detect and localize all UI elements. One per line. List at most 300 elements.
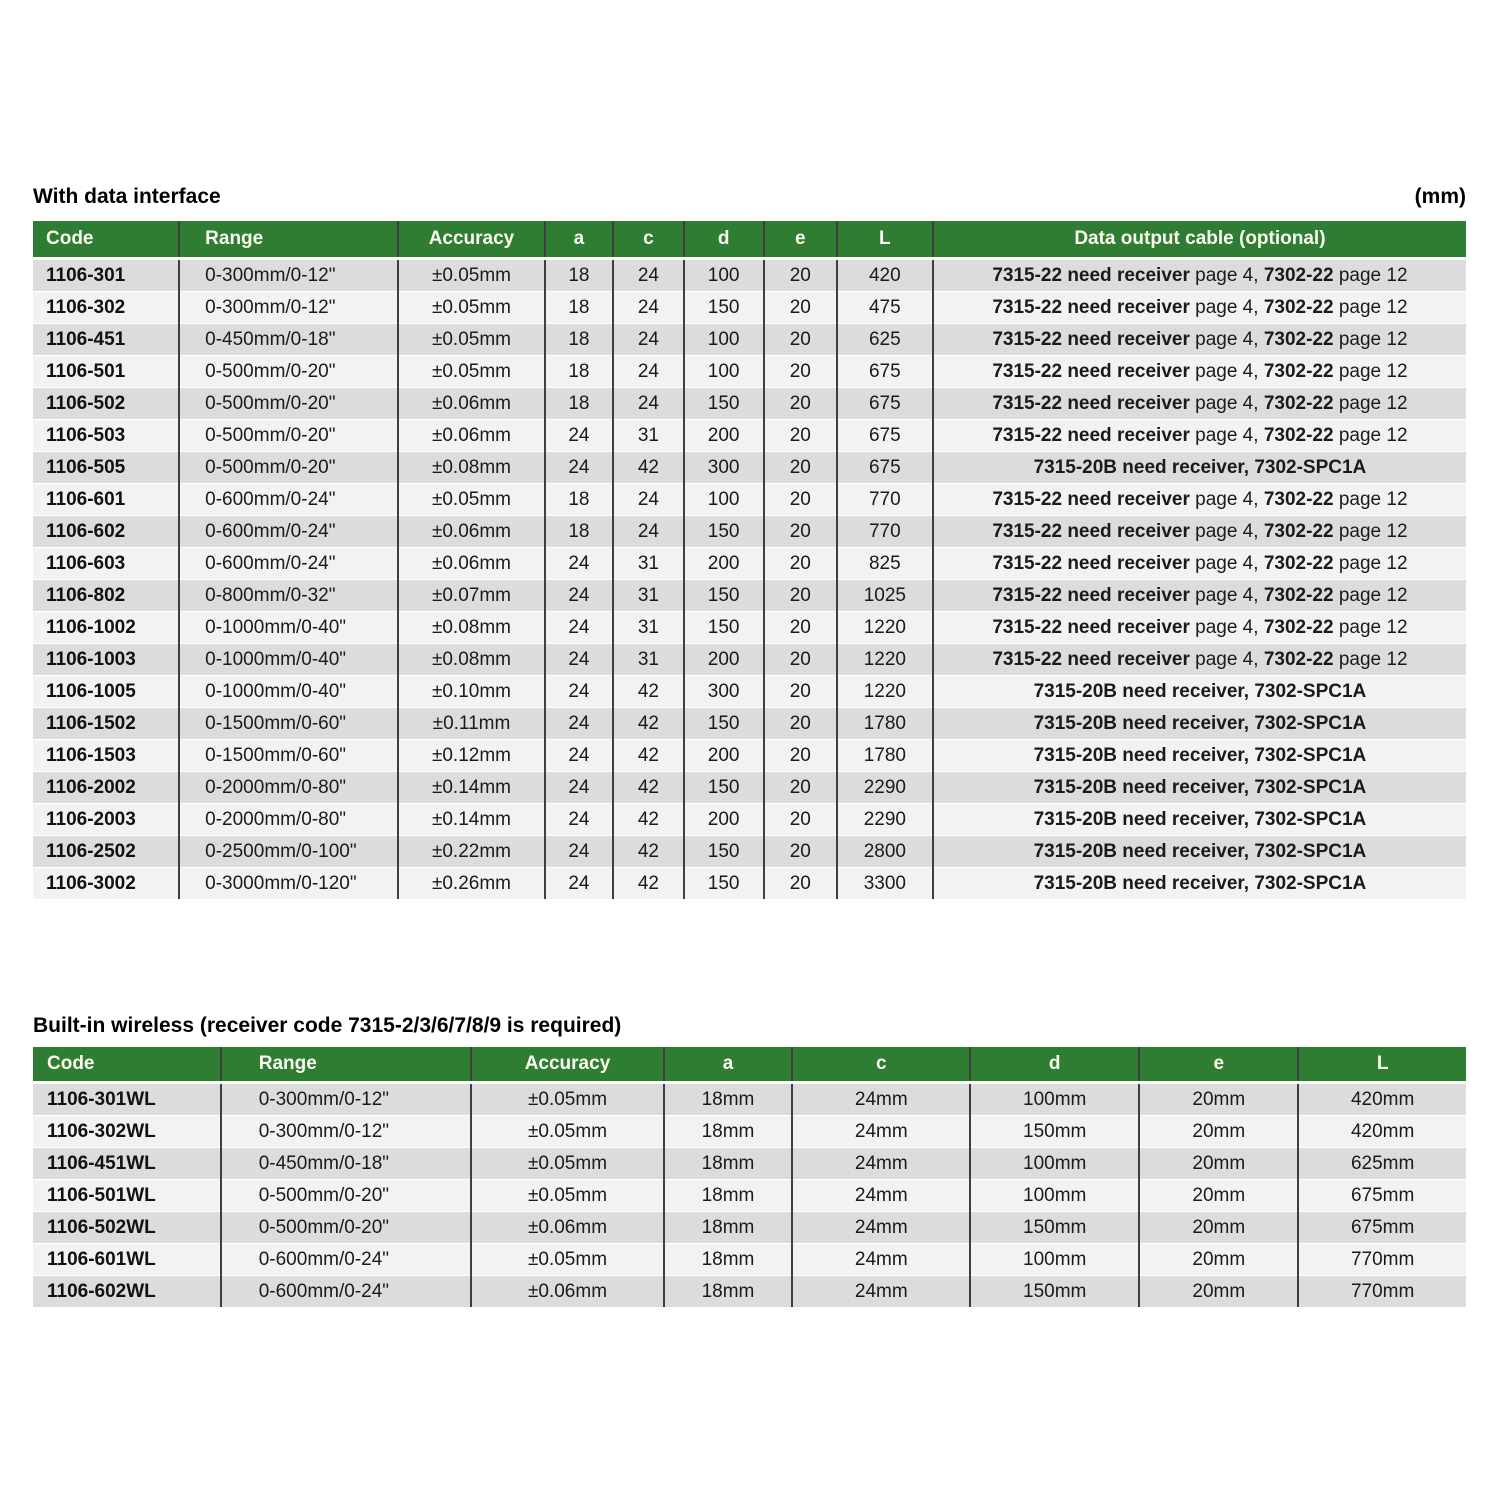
- data-interface-table: [33, 221, 1466, 899]
- table-row: [33, 772, 1466, 804]
- cable-page-ref-text: page 4,: [1189, 584, 1264, 606]
- cell-a: 24: [545, 612, 614, 644]
- column-header-c: c: [792, 1047, 970, 1083]
- cell-a: 24: [545, 836, 614, 868]
- cell-a: 24: [545, 772, 614, 804]
- cell-c: 42: [613, 676, 683, 708]
- cell-e: 20: [764, 740, 837, 772]
- cell-a: 24: [545, 804, 614, 836]
- cable-page-ref-text: page 12: [1333, 264, 1408, 286]
- cell-c: 24mm: [792, 1083, 970, 1116]
- table-row: [33, 1180, 1466, 1212]
- cell-code: 1106-602WL: [33, 1276, 221, 1308]
- cell-l: 1025: [837, 580, 933, 612]
- cell-c: 31: [613, 644, 683, 676]
- cell-l: 625mm: [1298, 1148, 1466, 1180]
- cell-e: 20: [764, 484, 837, 516]
- cell-code: 1106-1003: [33, 644, 179, 676]
- cell-l: 420mm: [1298, 1116, 1466, 1148]
- cell-range: 0-1000mm/0-40": [179, 612, 398, 644]
- cable-code-text: 7315-22 need receiver: [992, 264, 1190, 286]
- cell-c: 42: [613, 452, 683, 484]
- cell-l: 675: [837, 388, 933, 420]
- table-row: [33, 836, 1466, 868]
- cable-page-ref-text: page 4,: [1189, 392, 1264, 414]
- cell-l: 2800: [837, 836, 933, 868]
- column-header-l: L: [837, 221, 933, 259]
- cell-d: 100: [684, 484, 764, 516]
- cell-d: 300: [684, 676, 764, 708]
- cable-code-text: 7315-22 need receiver: [992, 488, 1190, 510]
- cell-a: 18: [545, 356, 614, 388]
- cable-code-text: 7315-22 need receiver: [992, 328, 1190, 350]
- cable-code-text: 7315-20B need receiver, 7302-SPC1A: [1033, 680, 1367, 702]
- cell-c: 24mm: [792, 1116, 970, 1148]
- table-row: [33, 259, 1466, 292]
- cell-accuracy: ±0.05mm: [398, 292, 544, 324]
- cell-l: 770mm: [1298, 1276, 1466, 1308]
- cable-code-text: 7315-20B need receiver, 7302-SPC1A: [1033, 744, 1367, 766]
- cell-c: 24mm: [792, 1148, 970, 1180]
- section2-title: Built-in wireless (receiver code 7315-2/3/6/7/8/9 is required): [33, 1014, 622, 1037]
- cell-data-output-cable: [933, 772, 1466, 804]
- cable-code-text: 7302-22: [1263, 648, 1334, 670]
- cell-a: 18: [545, 324, 614, 356]
- cell-range: 0-600mm/0-24": [221, 1276, 472, 1308]
- cell-code: 1106-601: [33, 484, 179, 516]
- cell-d: 150: [684, 388, 764, 420]
- column-header-range: Range: [221, 1047, 472, 1083]
- cell-c: 24: [613, 292, 683, 324]
- cell-l: 2290: [837, 772, 933, 804]
- cell-c: 24: [613, 388, 683, 420]
- table-header-row: [33, 1047, 1466, 1083]
- cell-d: 150: [684, 612, 764, 644]
- cable-page-ref-text: page 12: [1333, 520, 1408, 542]
- cell-l: 675: [837, 356, 933, 388]
- cell-range: 0-3000mm/0-120": [179, 868, 398, 900]
- section2-title-row: [33, 1015, 1466, 1037]
- cell-d: 100mm: [970, 1083, 1139, 1116]
- cell-range: 0-300mm/0-12": [221, 1083, 472, 1116]
- cell-e: 20mm: [1139, 1148, 1298, 1180]
- column-header-code: Code: [33, 221, 179, 259]
- cell-accuracy: ±0.08mm: [398, 644, 544, 676]
- cell-accuracy: ±0.05mm: [398, 484, 544, 516]
- cell-data-output-cable: [933, 676, 1466, 708]
- column-header-code: Code: [33, 1047, 221, 1083]
- cell-code: 1106-503: [33, 420, 179, 452]
- cell-data-output-cable: [933, 548, 1466, 580]
- cell-code: 1106-502: [33, 388, 179, 420]
- cell-code: 1106-802: [33, 580, 179, 612]
- column-header-e: e: [1139, 1047, 1298, 1083]
- cable-page-ref-text: page 4,: [1189, 488, 1264, 510]
- cell-l: 1220: [837, 644, 933, 676]
- cell-d: 200: [684, 644, 764, 676]
- cell-accuracy: ±0.06mm: [398, 388, 544, 420]
- cell-accuracy: ±0.10mm: [398, 676, 544, 708]
- cable-code-text: 7302-22: [1263, 360, 1334, 382]
- cell-code: 1106-1005: [33, 676, 179, 708]
- cell-accuracy: ±0.11mm: [398, 708, 544, 740]
- table-row: [33, 740, 1466, 772]
- cable-code-text: 7302-22: [1263, 296, 1334, 318]
- cell-range: 0-500mm/0-20": [179, 356, 398, 388]
- cell-l: 770: [837, 484, 933, 516]
- cable-code-text: 7315-22 need receiver: [992, 648, 1190, 670]
- cell-code: 1106-505: [33, 452, 179, 484]
- table-row: [33, 1148, 1466, 1180]
- table-row: [33, 1116, 1466, 1148]
- cell-e: 20: [764, 644, 837, 676]
- cell-l: 675: [837, 420, 933, 452]
- cell-range: 0-500mm/0-20": [221, 1212, 472, 1244]
- cell-data-output-cable: [933, 804, 1466, 836]
- cell-c: 24: [613, 484, 683, 516]
- cell-d: 150: [684, 708, 764, 740]
- cell-accuracy: ±0.05mm: [398, 324, 544, 356]
- cell-accuracy: ±0.06mm: [398, 548, 544, 580]
- cell-range: 0-450mm/0-18": [221, 1148, 472, 1180]
- cell-a: 18mm: [664, 1212, 793, 1244]
- cell-accuracy: ±0.05mm: [398, 259, 544, 292]
- cable-code-text: 7315-22 need receiver: [992, 552, 1190, 574]
- cell-e: 20mm: [1139, 1116, 1298, 1148]
- cable-code-text: 7302-22: [1263, 488, 1334, 510]
- column-header-data-output-cable-optional-: Data output cable (optional): [933, 221, 1466, 259]
- cable-page-ref-text: page 4,: [1189, 520, 1264, 542]
- cell-range: 0-450mm/0-18": [179, 324, 398, 356]
- cell-a: 24: [545, 644, 614, 676]
- cell-accuracy: ±0.05mm: [471, 1180, 663, 1212]
- cell-accuracy: ±0.07mm: [398, 580, 544, 612]
- cell-range: 0-500mm/0-20": [179, 388, 398, 420]
- cable-page-ref-text: page 12: [1333, 424, 1408, 446]
- cell-data-output-cable: [933, 356, 1466, 388]
- cell-d: 100: [684, 259, 764, 292]
- cell-range: 0-600mm/0-24": [221, 1244, 472, 1276]
- cell-data-output-cable: [933, 292, 1466, 324]
- cell-a: 24: [545, 452, 614, 484]
- cable-page-ref-text: page 4,: [1189, 648, 1264, 670]
- cell-a: 18: [545, 388, 614, 420]
- cell-e: 20: [764, 548, 837, 580]
- cell-accuracy: ±0.14mm: [398, 772, 544, 804]
- cell-accuracy: ±0.05mm: [471, 1116, 663, 1148]
- cell-e: 20: [764, 868, 837, 900]
- cell-data-output-cable: [933, 644, 1466, 676]
- cell-c: 42: [613, 836, 683, 868]
- cable-code-text: 7302-22: [1263, 584, 1334, 606]
- table-row: [33, 1083, 1466, 1116]
- table-row: [33, 356, 1466, 388]
- cell-e: 20mm: [1139, 1212, 1298, 1244]
- cell-data-output-cable: [933, 259, 1466, 292]
- cell-range: 0-1500mm/0-60": [179, 708, 398, 740]
- cell-e: 20mm: [1139, 1083, 1298, 1116]
- cable-code-text: 7302-22: [1263, 328, 1334, 350]
- cell-l: 675: [837, 452, 933, 484]
- cell-d: 300: [684, 452, 764, 484]
- cell-a: 18mm: [664, 1083, 793, 1116]
- cell-data-output-cable: [933, 868, 1466, 900]
- cell-a: 18mm: [664, 1276, 793, 1308]
- column-header-d: d: [684, 221, 764, 259]
- cell-code: 1106-302WL: [33, 1116, 221, 1148]
- cell-code: 1106-451: [33, 324, 179, 356]
- table-row: [33, 452, 1466, 484]
- cell-a: 24: [545, 676, 614, 708]
- cell-e: 20mm: [1139, 1276, 1298, 1308]
- cell-data-output-cable: [933, 740, 1466, 772]
- cell-a: 18: [545, 292, 614, 324]
- cable-page-ref-text: page 4,: [1189, 424, 1264, 446]
- cell-accuracy: ±0.22mm: [398, 836, 544, 868]
- table-row: [33, 676, 1466, 708]
- cell-d: 200: [684, 420, 764, 452]
- cell-code: 1106-501WL: [33, 1180, 221, 1212]
- cell-range: 0-500mm/0-20": [221, 1180, 472, 1212]
- cable-code-text: 7302-22: [1263, 616, 1334, 638]
- column-header-c: c: [613, 221, 683, 259]
- table-row: [33, 1276, 1466, 1308]
- cable-page-ref-text: page 12: [1333, 488, 1408, 510]
- table-row: [33, 1212, 1466, 1244]
- cell-d: 150mm: [970, 1212, 1139, 1244]
- cell-e: 20: [764, 259, 837, 292]
- cell-e: 20: [764, 804, 837, 836]
- cable-code-text: 7315-20B need receiver, 7302-SPC1A: [1033, 872, 1367, 894]
- cell-c: 31: [613, 548, 683, 580]
- section1-title-row: [33, 186, 1466, 208]
- cell-e: 20: [764, 580, 837, 612]
- column-header-accuracy: Accuracy: [398, 221, 544, 259]
- cell-data-output-cable: [933, 580, 1466, 612]
- cell-a: 24: [545, 708, 614, 740]
- cell-data-output-cable: [933, 324, 1466, 356]
- cell-range: 0-1500mm/0-60": [179, 740, 398, 772]
- cell-a: 18: [545, 484, 614, 516]
- cell-e: 20: [764, 676, 837, 708]
- cell-c: 24: [613, 516, 683, 548]
- cell-accuracy: ±0.06mm: [471, 1276, 663, 1308]
- cable-code-text: 7315-20B need receiver, 7302-SPC1A: [1033, 776, 1367, 798]
- cell-a: 18mm: [664, 1116, 793, 1148]
- cell-e: 20: [764, 708, 837, 740]
- cell-range: 0-300mm/0-12": [179, 292, 398, 324]
- cell-code: 1106-451WL: [33, 1148, 221, 1180]
- cell-range: 0-500mm/0-20": [179, 452, 398, 484]
- cable-code-text: 7315-22 need receiver: [992, 424, 1190, 446]
- cell-e: 20: [764, 612, 837, 644]
- cell-c: 31: [613, 580, 683, 612]
- cell-c: 42: [613, 804, 683, 836]
- cell-l: 825: [837, 548, 933, 580]
- cell-c: 42: [613, 740, 683, 772]
- cell-accuracy: ±0.08mm: [398, 452, 544, 484]
- cell-c: 24mm: [792, 1180, 970, 1212]
- cell-code: 1106-602: [33, 516, 179, 548]
- column-header-accuracy: Accuracy: [471, 1047, 663, 1083]
- cell-range: 0-300mm/0-12": [221, 1116, 472, 1148]
- cell-code: 1106-1002: [33, 612, 179, 644]
- cable-code-text: 7302-22: [1263, 424, 1334, 446]
- cell-e: 20: [764, 420, 837, 452]
- table-row: [33, 324, 1466, 356]
- cell-accuracy: ±0.06mm: [471, 1212, 663, 1244]
- cell-e: 20mm: [1139, 1244, 1298, 1276]
- cable-page-ref-text: page 4,: [1189, 328, 1264, 350]
- column-header-d: d: [970, 1047, 1139, 1083]
- cell-d: 150: [684, 292, 764, 324]
- cell-c: 24: [613, 259, 683, 292]
- cell-l: 3300: [837, 868, 933, 900]
- cell-data-output-cable: [933, 388, 1466, 420]
- cable-code-text: 7315-20B need receiver, 7302-SPC1A: [1033, 840, 1367, 862]
- cable-code-text: 7315-22 need receiver: [992, 392, 1190, 414]
- table-row: [33, 548, 1466, 580]
- cell-c: 24: [613, 356, 683, 388]
- cell-d: 100mm: [970, 1244, 1139, 1276]
- cell-accuracy: ±0.08mm: [398, 612, 544, 644]
- cell-range: 0-1000mm/0-40": [179, 676, 398, 708]
- cell-a: 24: [545, 580, 614, 612]
- cable-page-ref-text: page 4,: [1189, 552, 1264, 574]
- table-row: [33, 1244, 1466, 1276]
- cell-e: 20: [764, 772, 837, 804]
- cable-code-text: 7302-22: [1263, 552, 1334, 574]
- cell-code: 1106-301WL: [33, 1083, 221, 1116]
- cell-a: 18mm: [664, 1244, 793, 1276]
- cell-d: 100: [684, 356, 764, 388]
- cable-code-text: 7315-22 need receiver: [992, 616, 1190, 638]
- column-header-e: e: [764, 221, 837, 259]
- cell-l: 625: [837, 324, 933, 356]
- cell-d: 200: [684, 804, 764, 836]
- cable-page-ref-text: page 4,: [1189, 264, 1264, 286]
- cell-range: 0-300mm/0-12": [179, 259, 398, 292]
- cell-c: 31: [613, 612, 683, 644]
- cell-l: 1220: [837, 612, 933, 644]
- cable-code-text: 7302-22: [1263, 520, 1334, 542]
- table-row: [33, 484, 1466, 516]
- cell-data-output-cable: [933, 516, 1466, 548]
- cell-e: 20: [764, 836, 837, 868]
- cell-range: 0-600mm/0-24": [179, 548, 398, 580]
- cell-data-output-cable: [933, 420, 1466, 452]
- cell-a: 18: [545, 259, 614, 292]
- cable-page-ref-text: page 4,: [1189, 296, 1264, 318]
- cable-page-ref-text: page 4,: [1189, 616, 1264, 638]
- unit-label: (mm): [1414, 185, 1466, 208]
- cell-e: 20: [764, 356, 837, 388]
- cell-code: 1106-502WL: [33, 1212, 221, 1244]
- cell-d: 150mm: [970, 1276, 1139, 1308]
- cell-e: 20: [764, 292, 837, 324]
- table-row: [33, 644, 1466, 676]
- cell-range: 0-2000mm/0-80": [179, 772, 398, 804]
- cell-accuracy: ±0.14mm: [398, 804, 544, 836]
- cell-data-output-cable: [933, 612, 1466, 644]
- cell-c: 24mm: [792, 1276, 970, 1308]
- cell-d: 150: [684, 836, 764, 868]
- cell-range: 0-2000mm/0-80": [179, 804, 398, 836]
- cell-accuracy: ±0.05mm: [398, 356, 544, 388]
- cell-l: 770mm: [1298, 1244, 1466, 1276]
- cable-code-text: 7315-22 need receiver: [992, 296, 1190, 318]
- cell-accuracy: ±0.06mm: [398, 516, 544, 548]
- cell-a: 24: [545, 868, 614, 900]
- cable-page-ref-text: page 12: [1333, 360, 1408, 382]
- table-row: [33, 516, 1466, 548]
- cell-d: 200: [684, 548, 764, 580]
- cable-page-ref-text: page 4,: [1189, 360, 1264, 382]
- cell-a: 24: [545, 740, 614, 772]
- cell-accuracy: ±0.05mm: [471, 1083, 663, 1116]
- cell-l: 420mm: [1298, 1083, 1466, 1116]
- cell-code: 1106-3002: [33, 868, 179, 900]
- cell-range: 0-2500mm/0-100": [179, 836, 398, 868]
- cell-l: 770: [837, 516, 933, 548]
- section-gap: [33, 899, 1466, 1015]
- cell-a: 18mm: [664, 1148, 793, 1180]
- cell-e: 20: [764, 516, 837, 548]
- cell-accuracy: ±0.26mm: [398, 868, 544, 900]
- section1-title: With data interface: [33, 185, 221, 208]
- cell-accuracy: ±0.05mm: [471, 1244, 663, 1276]
- table-row: [33, 612, 1466, 644]
- cell-data-output-cable: [933, 836, 1466, 868]
- cell-c: 24mm: [792, 1244, 970, 1276]
- cell-code: 1106-2003: [33, 804, 179, 836]
- cable-page-ref-text: page 12: [1333, 392, 1408, 414]
- cable-code-text: 7302-22: [1263, 264, 1334, 286]
- cell-d: 200: [684, 740, 764, 772]
- table-row: [33, 420, 1466, 452]
- cell-range: 0-600mm/0-24": [179, 516, 398, 548]
- table-row: [33, 292, 1466, 324]
- cable-code-text: 7315-22 need receiver: [992, 584, 1190, 606]
- column-header-l: L: [1298, 1047, 1466, 1083]
- cell-l: 675mm: [1298, 1212, 1466, 1244]
- cell-l: 1220: [837, 676, 933, 708]
- cell-code: 1106-302: [33, 292, 179, 324]
- cell-range: 0-500mm/0-20": [179, 420, 398, 452]
- cell-d: 100mm: [970, 1180, 1139, 1212]
- cell-d: 150: [684, 580, 764, 612]
- table-row: [33, 868, 1466, 900]
- cell-l: 2290: [837, 804, 933, 836]
- cell-a: 18mm: [664, 1180, 793, 1212]
- cell-d: 100mm: [970, 1148, 1139, 1180]
- cell-code: 1106-2002: [33, 772, 179, 804]
- cable-code-text: 7315-22 need receiver: [992, 360, 1190, 382]
- cell-c: 42: [613, 868, 683, 900]
- column-header-a: a: [545, 221, 614, 259]
- cable-page-ref-text: page 12: [1333, 552, 1408, 574]
- table-row: [33, 708, 1466, 740]
- cell-e: 20: [764, 388, 837, 420]
- cell-d: 150: [684, 772, 764, 804]
- cell-range: 0-600mm/0-24": [179, 484, 398, 516]
- cell-a: 24: [545, 548, 614, 580]
- cable-code-text: 7302-22: [1263, 392, 1334, 414]
- cell-c: 42: [613, 772, 683, 804]
- cell-l: 675mm: [1298, 1180, 1466, 1212]
- cable-code-text: 7315-20B need receiver, 7302-SPC1A: [1033, 712, 1367, 734]
- cell-c: 42: [613, 708, 683, 740]
